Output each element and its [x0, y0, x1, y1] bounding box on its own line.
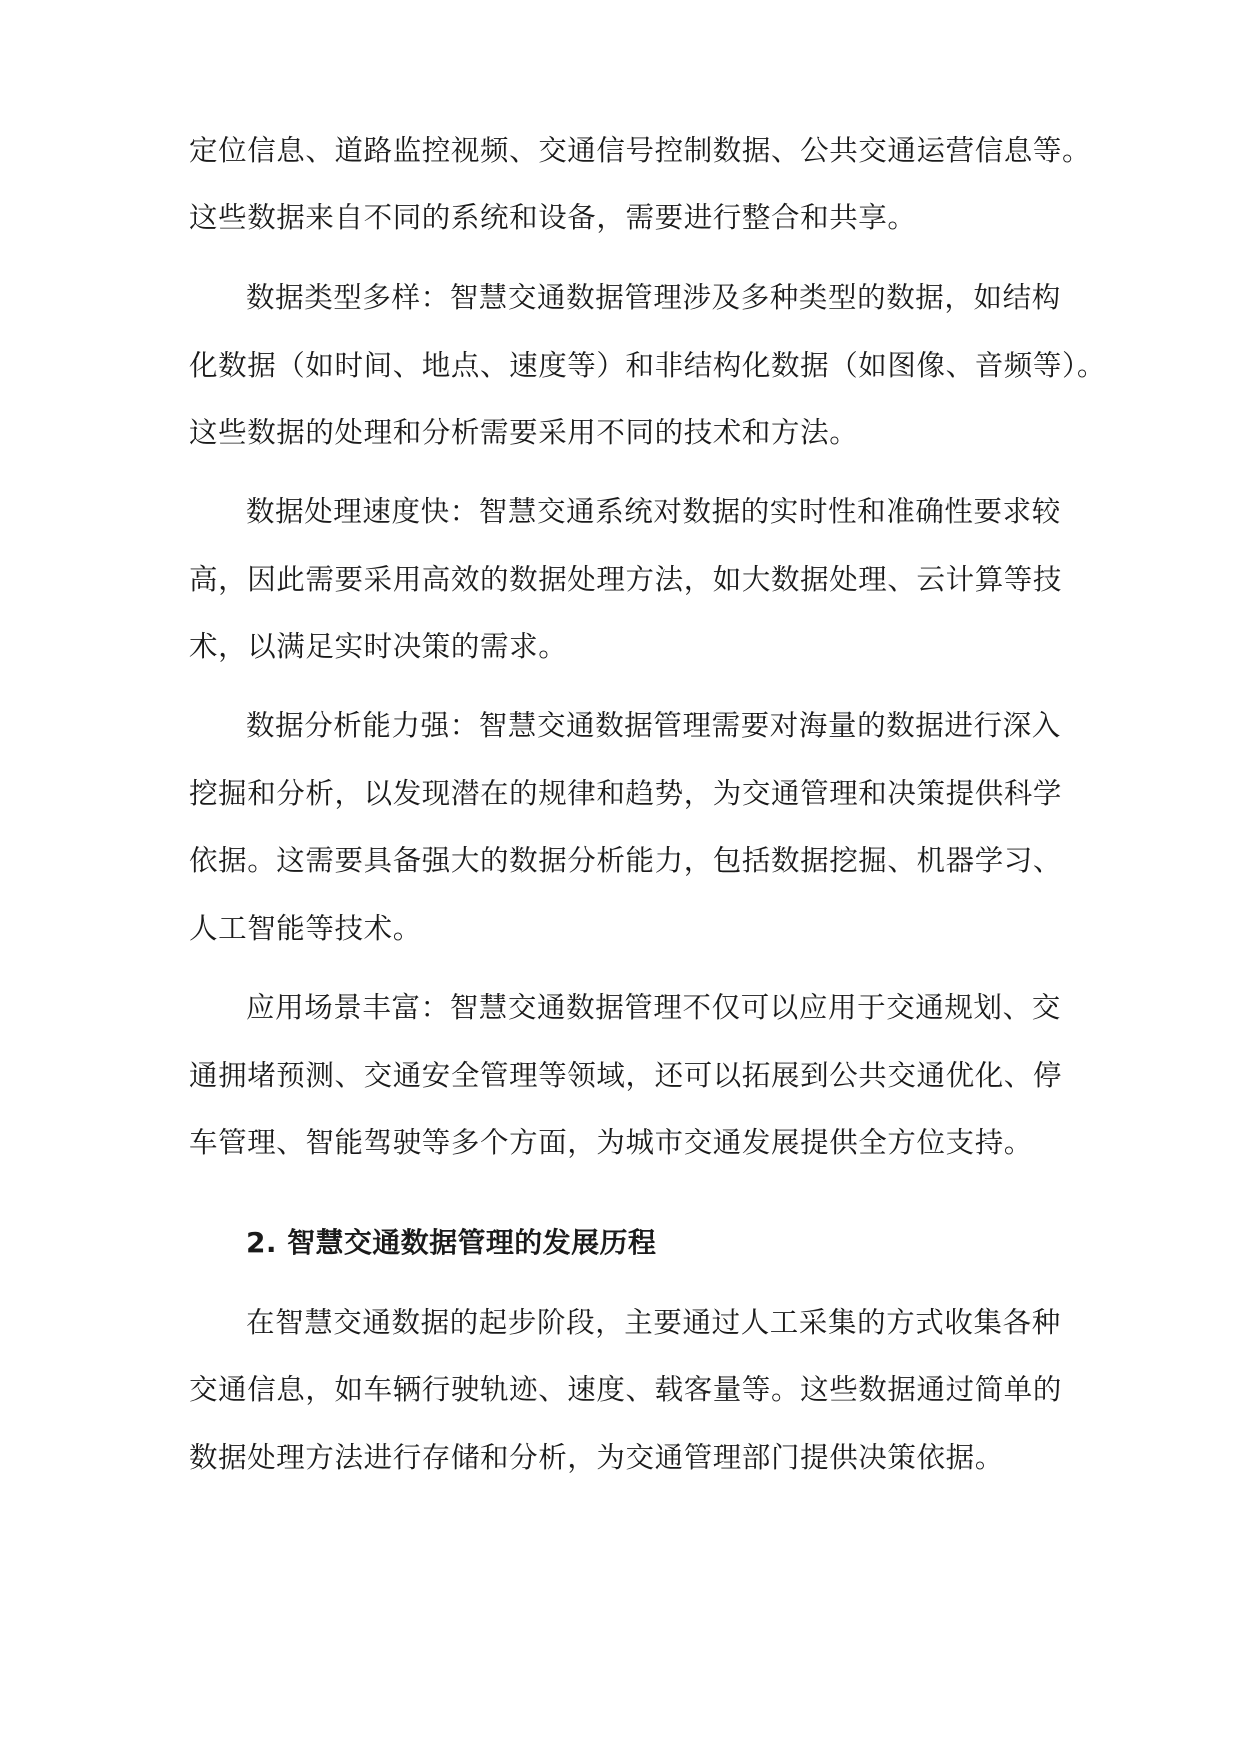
- paragraph-line: 在智慧交通数据的起步阶段，主要通过人工采集的方式收集各种: [246, 1306, 1061, 1339]
- paragraph-line: 应用场景丰富：智慧交通数据管理不仅可以应用于交通规划、交: [246, 991, 1061, 1024]
- paragraph-line: 通拥堵预测、交通安全管理等领域，还可以拓展到公共交通优化、停: [189, 1059, 1063, 1092]
- paragraph-line: 数据分析能力强：智慧交通数据管理需要对海量的数据进行深入: [246, 709, 1061, 742]
- paragraph-line: 数据处理速度快：智慧交通系统对数据的实时性和准确性要求较: [246, 495, 1061, 528]
- paragraph-line: 这些数据的处理和分析需要采用不同的技术和方法。: [189, 416, 859, 449]
- paragraph-line: 数据处理方法进行存储和分析，为交通管理部门提供决策依据。: [189, 1441, 1004, 1474]
- paragraph-line: 化数据（如时间、地点、速度等）和非结构化数据（如图像、音频等）。: [189, 349, 1106, 382]
- paragraph-line: 定位信息、道路监控视频、交通信号控制数据、公共交通运营信息等。: [189, 134, 1092, 167]
- paragraph-line: 数据类型多样：智慧交通数据管理涉及多种类型的数据，如结构: [246, 281, 1061, 314]
- section-heading: 2. 智慧交通数据管理的发展历程: [246, 1226, 657, 1259]
- paragraph-line: 高，因此需要采用高效的数据处理方法，如大数据处理、云计算等技: [189, 563, 1063, 596]
- paragraph-line: 依据。这需要具备强大的数据分析能力，包括数据挖掘、机器学习、: [189, 844, 1063, 877]
- paragraph-line: 术，以满足实时决策的需求。: [189, 630, 568, 663]
- paragraph-line: 车管理、智能驾驶等多个方面，为城市交通发展提供全方位支持。: [189, 1126, 1033, 1159]
- paragraph-line: 这些数据来自不同的系统和设备，需要进行整合和共享。: [189, 201, 917, 234]
- paragraph-line: 人工智能等技术。: [189, 912, 422, 945]
- paragraph-line: 交通信息，如车辆行驶轨迹、速度、载客量等。这些数据通过简单的: [189, 1373, 1063, 1406]
- paragraph-line: 挖掘和分析，以发现潜在的规律和趋势，为交通管理和决策提供科学: [189, 777, 1063, 810]
